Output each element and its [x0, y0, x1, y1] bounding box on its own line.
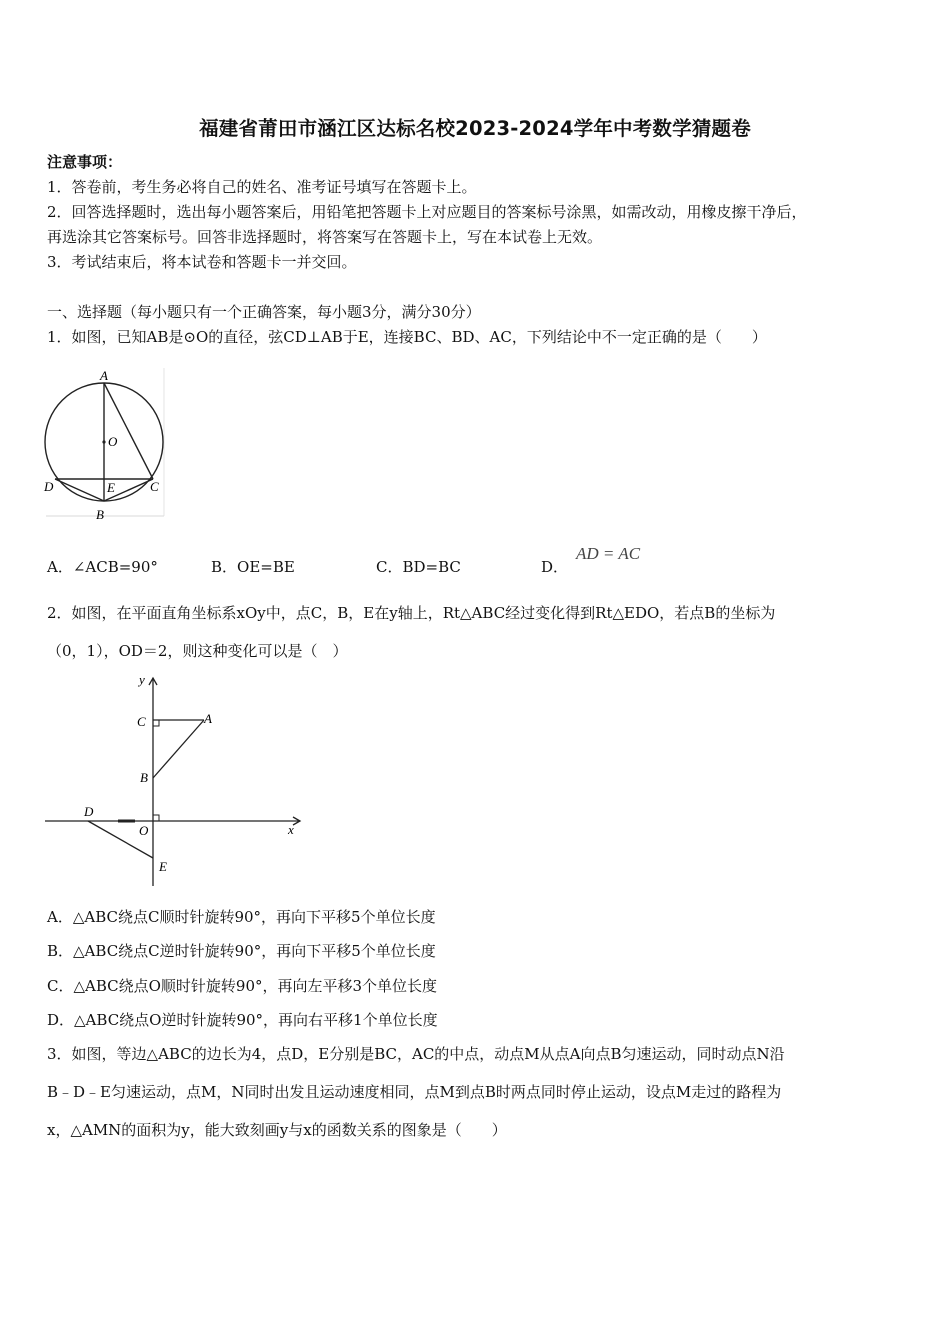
q2-label-d: D [84, 804, 94, 819]
q1-label-c: C [150, 479, 159, 494]
q2-option-a[interactable]: A．△ABC绕点C顺时针旋转90°，再向下平移5个单位长度 [47, 908, 436, 926]
q2-label-b: B [140, 770, 148, 785]
q2-label-o: O [139, 823, 149, 838]
q1-option-b[interactable]: B．OE=BE [211, 558, 295, 576]
section-heading: 一、选择题（每小题只有一个正确答案，每小题3分，满分30分） [47, 303, 481, 321]
q3-stem-line1: 3．如图，等边△ABC的边长为4，点D，E分别是BC，AC的中点，动点M从点A向点B匀速运动，同时动点N沿 [47, 1045, 785, 1063]
q1-option-d-prefix: D． [541, 558, 569, 576]
notice-item-1: 1．答卷前，考生务必将自己的姓名、准考证号填写在答题卡上。 [47, 178, 477, 196]
q1-label-o: O [108, 434, 118, 449]
notice-heading: 注意事项： [47, 153, 123, 171]
q1-label-e: E [107, 480, 115, 495]
q2-label-y: y [139, 672, 145, 687]
notice-item-2: 2．回答选择题时，选出每小题答案后，用铅笔把答题卡上对应题目的答案标号涂黑，如需改动，用橡皮擦干净后， [47, 203, 807, 221]
q1-option-a[interactable]: A．∠ACB=90° [47, 558, 158, 576]
notice-item-3: 3．考试结束后，将本试卷和答题卡一并交回。 [47, 253, 357, 271]
q3-stem-line2: B﹣D﹣E匀速运动，点M，N同时出发且运动速度相同，点M到点B时两点同时停止运动，设点M走过的路程为 [47, 1083, 782, 1101]
q2-option-c[interactable]: C．△ABC绕点O顺时针旋转90°，再向左平移3个单位长度 [47, 977, 438, 995]
q2-stem-line1: 2．如图，在平面直角坐标系xOy中，点C，B，E在y轴上，Rt△ABC经过变化得到Rt△EDO，若点B的坐标为 [47, 604, 776, 622]
q2-coordinate-figure [40, 668, 310, 890]
q1-label-b: B [96, 507, 104, 522]
q1-label-d: D [44, 479, 54, 494]
q2-option-b[interactable]: B．△ABC绕点C逆时针旋转90°，再向下平移5个单位长度 [47, 942, 436, 960]
q2-option-d[interactable]: D．△ABC绕点O逆时针旋转90°，再向右平移1个单位长度 [47, 1011, 438, 1029]
q1-option-d-formula: AD = AC [576, 544, 641, 563]
q1-label-a: A [100, 368, 108, 383]
q2-stem-line2: （0，1），OD＝2，则这种变化可以是（ ） [47, 642, 348, 660]
q3-stem-line3: x，△AMN的面积为y，能大致刻画y与x的函数关系的图象是（ ） [47, 1121, 507, 1139]
q1-circle-figure [40, 365, 170, 525]
q1-option-c[interactable]: C．BD=BC [376, 558, 461, 576]
q1-option-d[interactable] [541, 556, 568, 577]
notice-item-2-cont: 再选涂其它答案标号。回答非选择题时，将答案写在答题卡上，写在本试卷上无效。 [47, 228, 603, 246]
q2-label-a: A [204, 711, 212, 726]
q2-label-e: E [159, 859, 167, 874]
page-title: 福建省莆田市涵江区达标名校2023-2024学年中考数学猜题卷 [199, 117, 751, 140]
q1-stem: 1．如图，已知AB是⊙O的直径，弦CD⊥AB于E，连接BC、BD、AC，下列结论中不一定正确的是（ ） [47, 328, 767, 346]
q2-label-x: x [288, 822, 294, 837]
q2-label-c: C [137, 714, 146, 729]
